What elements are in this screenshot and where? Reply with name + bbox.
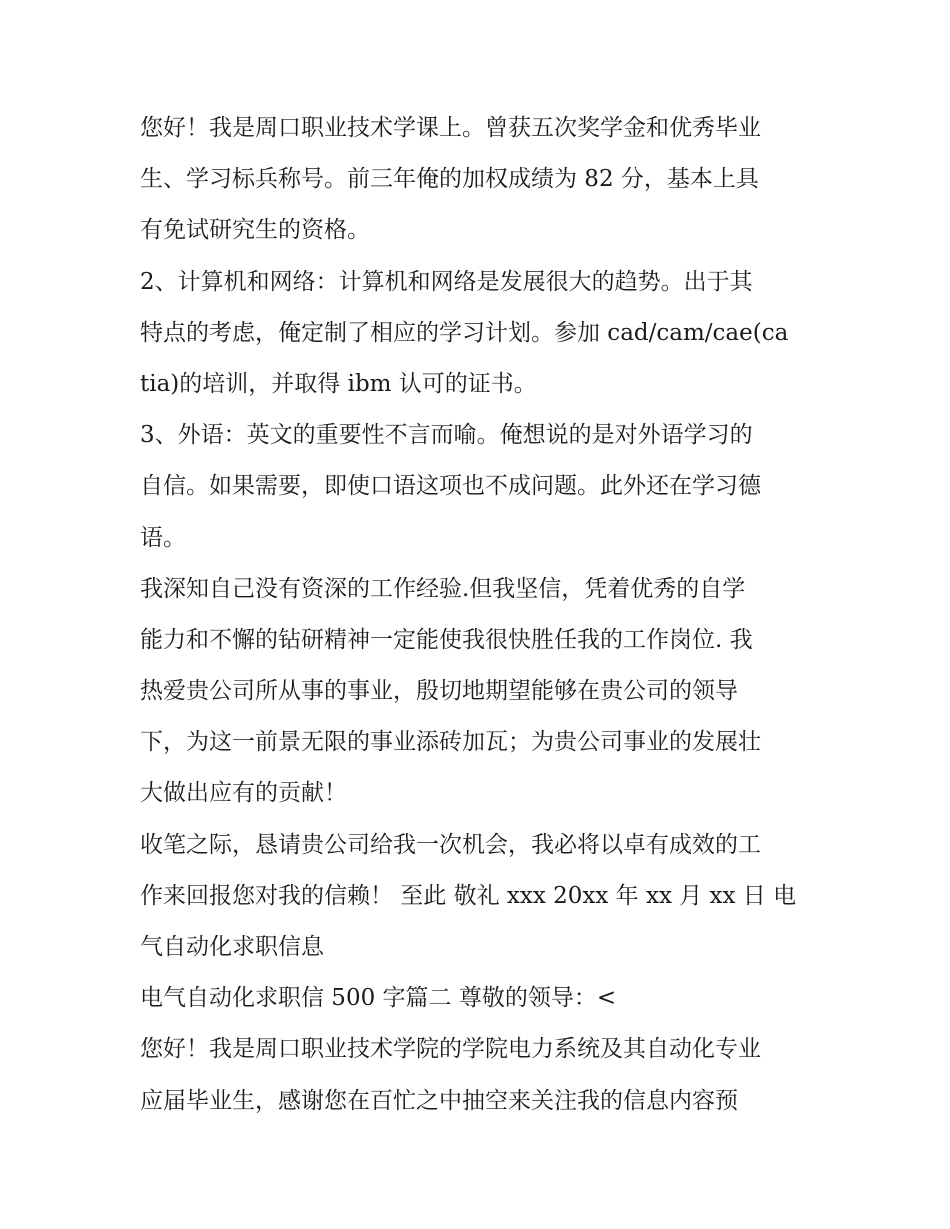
text-line: 语。 — [140, 524, 186, 551]
text-line: 我深知自己没有资深的工作经验.但我坚信，凭着优秀的自学 — [140, 575, 746, 602]
text-line: 您好！我是周口职业技术学课上。曾获五次奖学金和优秀毕业 — [140, 115, 761, 141]
text-line: 应届毕业生，感谢您在百忙之中抽空来关注我的信息内容预 — [140, 1087, 738, 1114]
text-line: 热爱贵公司所从事的事业，殷切地期望能够在贵公司的领导 — [140, 678, 738, 705]
text-line: 能力和不懈的钻研精神一定能使我很快胜任我的工作岗位. 我 — [140, 626, 753, 653]
text-line: 下，为这一前景无限的事业添砖加瓦；为贵公司事业的发展壮 — [140, 729, 761, 756]
text-line: 自信。如果需要，即使口语这项也不成问题。此外还在学习德 — [140, 473, 761, 500]
text-line: 电气自动化求职信 500 字篇二 尊敬的领导：< — [140, 985, 617, 1012]
text-line: 收笔之际，恳请贵公司给我一次机会，我必将以卓有成效的工 — [140, 831, 761, 858]
text-line: 气自动化求职信息 — [140, 934, 324, 960]
text-line: 作来回报您对我的信赖！ 至此 敬礼 xxx 20xx 年 xx 月 xx 日 电 — [140, 882, 797, 909]
text-line: tia)的培训，并取得 ibm 认可的证书。 — [140, 370, 537, 397]
text-line: 有免试研究生的资格。 — [140, 217, 370, 244]
text-line: 您好！我是周口职业技术学院的学院电力系统及其自动化专业 — [140, 1036, 761, 1063]
text-line: 2、计算机和网络：计算机和网络是发展很大的趋势。出于其 — [140, 268, 753, 295]
document-body — [140, 103, 820, 1127]
text-line: 特点的考虑，俺定制了相应的学习计划。参加 cad/cam/cae(ca — [140, 319, 789, 346]
text-line: 生、学习标兵称号。前三年俺的加权成绩为 82 分，基本上具 — [140, 166, 759, 193]
text-line: 大做出应有的贡献！ — [140, 780, 347, 807]
text-line: 3、外语：英文的重要性不言而喻。俺想说的是对外语学习的 — [140, 422, 753, 449]
